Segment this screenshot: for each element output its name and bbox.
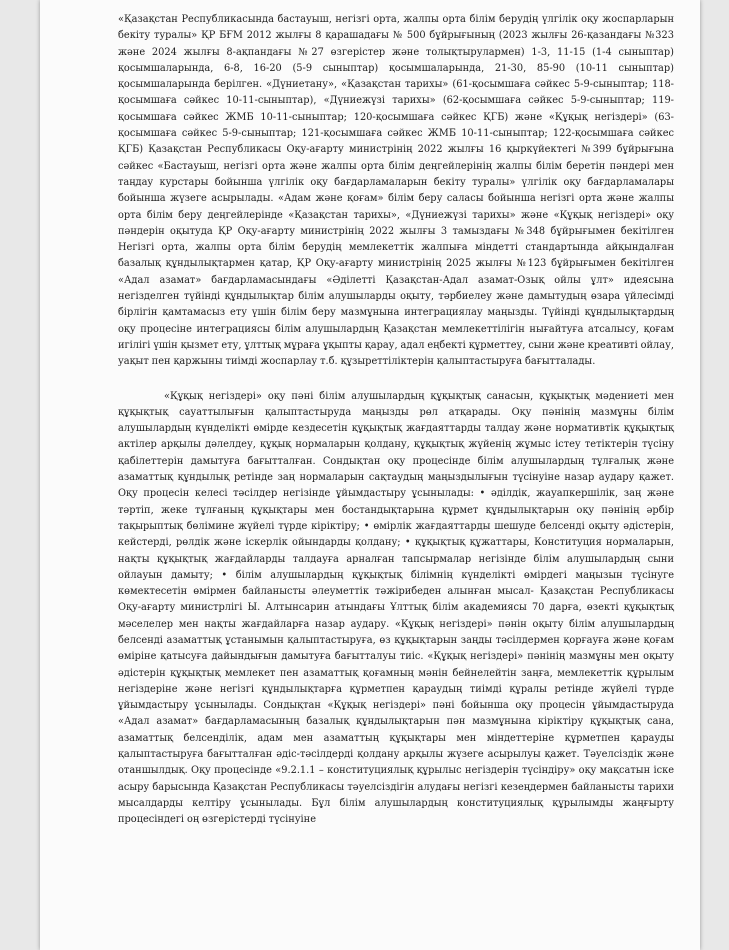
document-body (118, 12, 674, 829)
paragraph-curriculum-basis: «Қазақстан Республикасында бастауыш, негізгі орта, жалпы орта білім берудің үлгілік оқу жоспарларын бекіту туралы» ҚР БҒМ 2012 жылғы 8 қарашадағы № 500 бұйрығының (2023 жылғы 26-қазандағы №323 және 2024 жылғы 8-ақпандағы №27 өзгерістер және толықтырулармен) 1-3, 11-15 (1-4 сыныптар) қосымшаларында, 6-8, 16-20 (5-9 сыныптар) қосымшаларында, 21-30, 85-90 (10-11 сыныптар) қосымшаларында берілген. «Дүниетану», «Қазақстан тарихы» (61-қосымшаға сәйкес 5-9-сыныптар; 118-қосымшаға сәйкес 10-11-сыныптар), «Дүниежүзі тарихы» (62-қосымшаға сәйкес 5-9-сыныптар; 119-қосымшаға сәйкес ЖМБ 10-11-сыныптар; 120-қосымшаға сәйкес ҚГБ) және «Құқық негіздері» (63-қосымшаға сәйкес 5-9-сыныптар; 121-қосымшаға сәйкес ЖМБ 10-11-сыныптар; 122-қосымшаға сәйкес ҚГБ) Қазақстан Республикасы Оқу-ағарту министрінің 2022 жылғы 16 қыркүйектегі №399 бұйрығына сәйкес «Бастауыш, негізгі орта және жалпы орта білім деңгейлерінің жалпы білім беретін пәндері мен таңдау курстары бойынша үлгілік оқу бағдарламаларын бекіту туралы» үлгілік оқу бағдарламалары бойынша жүзеге асырылады. «Адам және қоғам» білім беру саласы бойынша негізгі орта және жалпы орта білім беру деңгейлерінде «Қазақстан тарихы», «Дүниежүзі тарихы» және «Құқық негіздері» оқу пәндерін оқытуда ҚР Оқу-ағарту министрінің 2022 жылғы 3 тамыздағы №348 бұйрығымен бекітілген Негізгі орта, жалпы орта білім берудің мемлекеттік жалпыға міндетті стандартында айқындалған базалық құндылықтармен қатар, ҚР Оқу-ағарту министрінің 2025 жылғы №123 бұйрығымен бекітілген «Адал азамат» бағдарламасындағы «Әділетті Қазақстан-Адал азамат-Озық ойлы ұлт» идеясына негізделген түйінді құндылықтар білім алушыларды оқыту, тәрбиелеу және дамытудың өзара үйлесімді бірлігін қамтамасыз ету үшін білім беру мазмұнына интеграциялау маңызды. Түйінді құндылықтардың оқу процесіне интеграциясы білім алушылардың Қазақстан мемлекеттілігін нығайтуға атсалысу, қоғам игілігі үшін қызмет ету, ұлттық мұраға ұқыпты қарау, адал еңбекті құрметтеу, сыни және креативті ойлау, уақыт пен қаржыны тиімді жоспарлау т.б. құзыреттіліктерін қалыптастыруға бағытталады. (118, 14, 674, 368)
paragraph-law-fundamentals: «Құқық негіздері» оқу пәні білім алушылардың құқықтық санасын, құқықтық мәдениеті мен құқықтық сауаттылығын қалыптастыруда маңызды рөл атқарады. Оқу пәнінің мазмұны білім алушылардың күнделікті өмірде кездесетін құқықтық жағдаяттарды талдау және нормативтік құқықтық актілер арқылы дәлелдеу, құқық нормаларын қолдану, құқықтық жүйенің жұмыс істеу тетіктерін түсіну қабілеттерін дамытуға бағытталған. Сондықтан оқу процесінде білім алушылардың тұлғалық және азаматтық құндылық ретінде заң нормаларын сақтаудың маңыздылығын түсінуіне назар аудару қажет. Оқу процесін келесі тәсілдер негізінде ұйымдастыру ұсынылады: • әділдік, жауапкершілік, заң және тәртіп, жеке тұлғаның құқықтары мен бостандықтарына құрмет құндылықтарын оқу пәнінің әрбір тақырыптық бөлімине жүйелі түрде кіріктіру; • өмірлік жағдаяттарды шешуде белсенді оқыту әдістерін, кейстерді, рөлдік және іскерлік ойындарды қолдану; • құқықтық құжаттары, Конституция нормаларын, нақты құқықтық жағдайларды талдауға арналған тапсырмалар негізінде білім алушылардың сыни ойлауын дамыту; • білім алушылардың құқықтық білімнің күнделікті өмірдегі маңызын түсінуге көмектесетін өмірмен байланысты әлеуметтік тәжірибеден алынған мысал- Қазақстан Республикасы Оқу-ағарту министрлігі Ы. Алтынсарин атындағы Ұлттық білім академиясы 70 дарға, өзекті құқықтық мәселелер мен нақты жағдайларға назар аудару. «Құқық негіздері» пәнін оқыту білім алушылардың белсенді азаматтық ұстанымын қалыптастыруға, өз құқықтарын заңды тәсілдермен қорғауға және қоғам өміріне қатысуға дайындығын дамытуға бағытталуы тиіс. «Құқық негіздері» пәнінің мазмұны мен оқыту әдістерін құқықтық мемлекет пен азаматтық қоғамның мәнін бейнелейтін заңға, мемлекеттік құрылым негіздеріне және негізгі құндылықтарға құрметпен қараудың тиімді құралы ретінде жүйелі түрде ұйымдастыру ұсынылады. Сондықтан «Құқық негіздері» пәні бойынша оқу процесін ұйымдастыруда «Адал азамат» бағдарламасының базалық құндылықтарын пән мазмұнына кіріктіру құқықтық сана, азаматтық белсенділік, адам мен азаматтың құқықтары мен міндеттеріне құрметпен қарауды қалыптастыруға бағытталған әдіс-тәсілдерді қолдану арқылы жүзеге асырылуы қажет. Тәуелсіздік және отаншылдық. Оқу процесінде «9.2.1.1 – конституциялық құрылыс негіздерін түсіндіру» оқу мақсатын іске асыру барысында Қазақстан Республикасы тәуелсіздігін алудағы негізгі кезеңдермен байланысты тарихи мысалдарды келтіру ұсынылады. Бұл білім алушылардың конституциялық құрылымды жаңғырту процесіндегі оң өзгерістерді түсінуіне (118, 390, 674, 826)
document-page (40, 0, 700, 950)
